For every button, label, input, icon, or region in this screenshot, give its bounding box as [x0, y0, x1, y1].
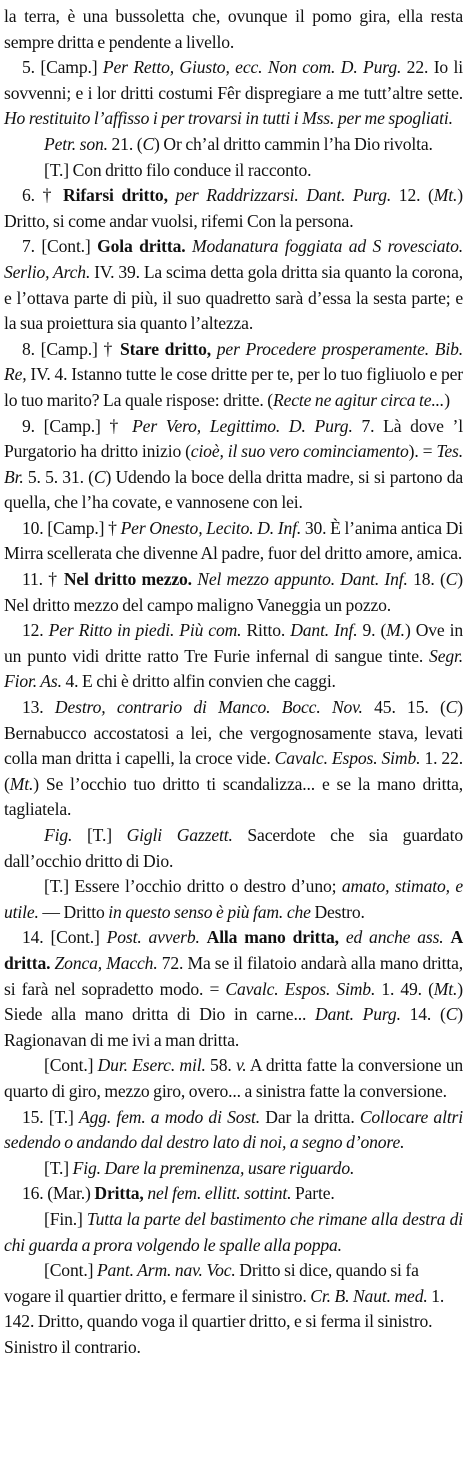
body-text: ) Ragionavan di me ivi a man dritta. [4, 1004, 463, 1050]
body-text [200, 927, 207, 947]
body-text: ) Or ch’al dritto cammin l’ha Dio rivolta. [154, 133, 433, 154]
entry-paragraph-p14b [4, 1053, 463, 1104]
citation-text: ed anche ass. [345, 927, 444, 948]
entry-paragraph-p13b [4, 823, 463, 874]
body-text [339, 927, 346, 947]
citation-text: cioè, il suo vero cominciamento [190, 441, 409, 462]
body-text: 6. † [22, 185, 64, 206]
citation-text: C [445, 1004, 458, 1025]
body-text: ) Se l’occhio tuo dritto ti scandalizza... e se la mano dritta, tagliatela. [4, 773, 463, 820]
body-text: Ritto. [241, 620, 291, 641]
entry-paragraph-p10 [4, 516, 463, 567]
headword: A dritta. [4, 927, 464, 973]
body-text: [T.] [44, 1157, 73, 1178]
citation-text: Per Onesto, Lecito. D. Inf. [120, 517, 302, 538]
body-text: [Cont.] [44, 1055, 98, 1076]
citation-text: Cavalc. Espos. Simb. [274, 748, 421, 769]
body-text: 7. Là dove ’l Purgatorio ha dritto inizio ( [4, 415, 463, 462]
body-text: 1. 142. Dritto, quando voga il quartier dritto, e si ferma il sinistro. Sinistro il contrario. [4, 1285, 445, 1357]
citation-text: Modanatura foggiata ad S rovesciato. Serlio, Arch. [4, 236, 463, 282]
body-text: 7. [Cont.] [22, 236, 98, 257]
citation-text: Gigli Gazzett. [126, 825, 233, 845]
entry-paragraph-p5 [4, 55, 463, 132]
citation-text: Pant. Arm. nav. Voc. [96, 1260, 236, 1281]
body-text: 13. [22, 697, 55, 718]
citation-text: C [445, 569, 458, 590]
entry-paragraph-p15 [4, 1105, 463, 1156]
citation-text: Recte ne agitur circa te... [272, 389, 445, 410]
body-text: ) [444, 389, 450, 410]
body-text: [T.] Con dritto filo conduce il racconto. [44, 159, 312, 180]
body-text: Parte. [291, 1183, 335, 1204]
citation-text: Destro, contrario di Manco. Bocc. Nov. [54, 697, 363, 718]
body-text: — Dritto [38, 901, 109, 922]
headword: Nel dritto mezzo. [63, 569, 192, 590]
citation-text: Fig. Dare la preminenza, usare riguardo. [72, 1157, 355, 1178]
entry-paragraph-p16 [4, 1181, 463, 1207]
citation-text: C [93, 466, 106, 487]
body-text: ) Udendo la boce della dritta madre, si si partono da quella, che l’ha covate, e vannosene con lei. [4, 466, 463, 513]
entry-paragraph-p15b [4, 1156, 463, 1182]
entry-paragraph-p5b [4, 132, 463, 158]
citation-text: Mt. [9, 773, 34, 794]
citation-text: Agg. fem. a modo di Sost. [78, 1106, 261, 1127]
citation-text: Fig. [44, 825, 73, 845]
citation-text: Nel mezzo appunto. Dant. Inf. [197, 569, 408, 590]
body-text: 14. ( [400, 1004, 446, 1025]
citation-text: Cavalc. Espos. Simb. [225, 978, 376, 999]
citation-text: Zonca, Macch. [54, 952, 158, 973]
body-text: ) Bernabucco accostatosi a lei, che vergognosamente stava, levati colla man dritta i capelli, la croce vide. [4, 697, 463, 769]
body-text: Destro. [310, 901, 365, 922]
body-text: 9. [Camp.] † [22, 415, 133, 436]
body-text: 30. È l’anima antica Di Mirra scellerata che divenne Al padre, fuor del dritto amore, amica. [4, 517, 463, 564]
body-text: 14. [Cont.] [22, 927, 107, 948]
citation-text: Tutta la parte del bastimento che rimane alla destra di chi guarda a prora volgendo le spalle alla poppa. [4, 1208, 463, 1255]
citation-text: M. [386, 620, 405, 641]
citation-text: Per Vero, Legittimo. D. Purg. [132, 415, 353, 436]
body-text: 15. [T.] [22, 1106, 79, 1127]
citation-text: Petr. son. [44, 133, 108, 154]
body-text: 9. ( [357, 620, 387, 641]
citation-text: in questo senso è più fam. che [108, 901, 311, 922]
body-text: Sacerdote che sia guardato dall’occhio dritto di Dio. [4, 825, 463, 871]
entry-paragraph-p16b [4, 1207, 463, 1258]
body-text: 5. [Camp.] [22, 57, 103, 78]
body-text: [Cont.] [44, 1260, 97, 1281]
body-text: 22. Io li sovvenni; e i lor dritti costumi Fêr dispregiare a me tutt’altre sette. [4, 57, 463, 103]
body-text: 1. 22. ( [4, 748, 463, 794]
citation-text: Per Retto, Giusto, ecc. Non com. D. Purg. [102, 57, 402, 78]
headword: Stare dritto, [119, 338, 212, 359]
body-text: la terra, è una bussoletta che, ovunque il pomo gira, ella resta sempre dritta e pendente a livello. [4, 6, 463, 52]
citation-text: nel fem. ellitt. sottint. [147, 1183, 292, 1204]
body-text: [T.] [72, 825, 127, 845]
citation-text: Ho restituito l’affisso i per trovarsi in tutti i Mss. per me spogliati. [4, 108, 453, 129]
entry-paragraph-p14 [4, 925, 463, 1053]
headword: Alla mano dritta, [206, 927, 339, 948]
body-text: IV. 39. La scima detta gola dritta sia quanto la corona, e l’ottava parte di più, il suo quadretto sarà d’essa la sesta parte; e la sua proiettura sia quanto l’altezza. [4, 261, 463, 334]
headword: Rifarsi dritto, [63, 185, 168, 206]
body-text: [T.] Essere l’occhio dritto o destro d’uno; [44, 876, 342, 897]
body-text: 12. ( [391, 185, 434, 206]
entry-paragraph-p5c [4, 158, 463, 184]
body-text: Dritto si dice, quando si fa vogare il quartier dritto, e fermare il sinistro. [4, 1260, 419, 1306]
body-text: 4. E chi è dritto alfin convien che caggi. [61, 671, 336, 692]
entry-paragraph-p7 [4, 234, 463, 336]
body-text: 72. Ma se il filatoio andarà alla mano dritta, si farà nel sopradetto modo. = [4, 952, 464, 999]
citation-text: Collocare altri sedendo o andando dal destro lato di noi, a segno d’onore. [4, 1106, 463, 1153]
citation-text: Mt. [433, 978, 458, 999]
body-text: [Fin.] [44, 1208, 87, 1229]
citation-text: Dant. Purg. [315, 1004, 401, 1025]
citation-text: per Procedere prosperamente. Bib. Re, [4, 338, 464, 385]
citation-text: Cr. B. Naut. med. [310, 1285, 428, 1306]
body-text: Dar la dritta. [260, 1106, 360, 1127]
citation-text: Mt. [433, 185, 458, 206]
body-text: 21. ( [107, 133, 143, 154]
body-text: 16. (Mar.) [22, 1183, 95, 1204]
body-text: ). = [408, 441, 437, 462]
citation-text: C [445, 697, 458, 718]
body-text [168, 185, 176, 205]
citation-text: Per Ritto in piedi. Più com. [48, 620, 242, 641]
entry-paragraph-p0 [4, 4, 463, 55]
body-text: A dritta fatte la conversione un quarto di giro, mezzo giro, overo... a sinistra fatte la conversione. [4, 1055, 463, 1101]
body-text: 45. 15. ( [362, 697, 446, 718]
citation-text: amato, stimato, e utile. [4, 876, 463, 922]
body-text: ) Ove in un punto vidi dritte ratto Tre Furie infernal di sangue tinte. [4, 620, 463, 666]
citation-text: Dant. Inf. [290, 620, 358, 641]
citation-text: Tes. Br. [4, 441, 463, 487]
entry-paragraph-p13 [4, 695, 463, 823]
entry-paragraph-p16c [4, 1258, 463, 1360]
body-text: IV. 4. Istanno tutte le cose dritte per te, per lo tuo figliuolo e per lo tuo marito? La quale rispose: dritte. ( [4, 364, 463, 410]
body-text: 11. † [22, 569, 64, 590]
citation-text: Post. avverb. [106, 927, 200, 948]
body-text: 18. ( [407, 569, 446, 590]
citation-text: per Raddrizzarsi. Dant. Purg. [175, 185, 392, 206]
body-text: ) Siede alla mano dritta di Dio in carne... [4, 978, 463, 1025]
citation-text: Dur. Eserc. mil. [97, 1055, 206, 1076]
citation-text: Segr. Fior. As. [4, 645, 463, 692]
body-text: 1. 49. ( [375, 978, 434, 999]
headword: Dritta, [94, 1183, 144, 1204]
entry-paragraph-p13c [4, 874, 463, 925]
body-text: 58. [205, 1055, 236, 1076]
body-text: 5. 5. 31. ( [23, 466, 94, 487]
entry-paragraph-p6 [4, 183, 463, 234]
entry-paragraph-p11 [4, 567, 463, 618]
entry-paragraph-p9 [4, 414, 463, 516]
headword: Gola dritta. [97, 236, 186, 257]
citation-text: C [142, 133, 155, 154]
body-text: 8. [Camp.] † [22, 338, 120, 359]
entry-paragraph-p12 [4, 618, 463, 695]
entry-paragraph-p8 [4, 337, 463, 414]
body-text: 10. [Camp.] † [22, 517, 121, 538]
citation-text: v. [235, 1055, 247, 1076]
body-text: ) Dritto, si come andar vuolsi, rifemi Con la persona. [4, 185, 463, 231]
body-text: ) Nel dritto mezzo del campo maligno Vaneggia un pozzo. [4, 569, 463, 615]
body-text: 12. [22, 620, 49, 641]
